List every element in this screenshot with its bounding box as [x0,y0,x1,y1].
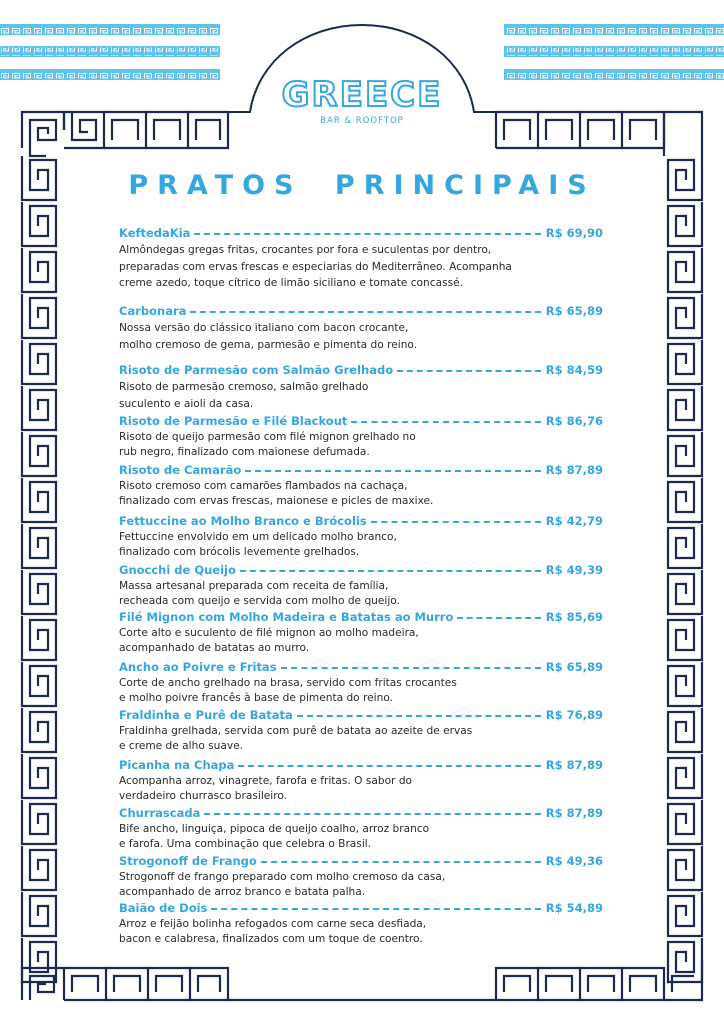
greek-key-tile [668,294,702,338]
greek-key-bottom-right [496,960,702,1000]
description-line: Risoto de parmesão cremoso, salmão grelhado [119,381,369,393]
description-line: e farofa. Uma combinação que celebra o Brasil. [119,838,372,850]
dotted-leader [457,617,540,619]
menu-item-header [119,463,603,478]
description-line: finalizado com brócolis levemente grelhados. [119,546,360,558]
menu-item-name: Gnocchi de Queijo [119,563,236,577]
dotted-leader [240,570,541,572]
menu-item-description [119,822,603,852]
description-line: acompanhado de batatas ao murro. [119,642,310,654]
dotted-leader [397,370,541,372]
menu-item-price: R$ 69,90 [545,226,603,240]
menu-item [119,226,603,292]
menu-item-description [119,579,603,609]
description-line: bacon e calabresa, finalizados com um toque de coentro. [119,933,423,945]
menu-item-price: R$ 65,89 [545,304,603,318]
description-line: acompanhado de arroz branco e batata palha. [119,886,366,898]
greek-key-tile [668,248,702,292]
menu-item-name: Risoto de Camarão [119,463,242,477]
menu-item-header [119,708,603,723]
menu-item [119,514,603,560]
greek-key-tile [22,294,56,338]
greek-key-tile [22,570,56,614]
menu-item-description [119,320,603,353]
dotted-leader [297,715,541,717]
dotted-leader [204,813,540,815]
top-right-band-3 [504,69,724,80]
menu-item-name: Ancho ao Poivre e Fritas [119,660,277,674]
description-line: Arroz e feijão bolinha refogados com carne seca desfiada, [119,918,427,930]
greek-key-tile [22,846,56,890]
top-left-band-1 [0,24,220,35]
menu-item-description [119,479,603,509]
description-line: Massa artesanal preparada com receita de família, [119,580,389,592]
greek-key-top-left [22,112,228,156]
brand-logo [280,76,444,126]
greek-key-tile [668,340,702,384]
top-right-band-2 [504,46,724,57]
description-line: Acompanha arroz, vinagrete, farofa e fritas. O sabor do [119,775,413,787]
menu-item-price: R$ 54,89 [545,901,603,915]
description-line: preparadas com ervas frescas e especiarias do Mediterrâneo. Acompanha [119,260,512,273]
menu-item-price: R$ 65,89 [545,660,603,674]
menu-item [119,854,603,900]
greek-key-right-side [668,156,702,982]
menu-item [119,304,603,353]
top-right-band-1 [504,24,724,35]
menu-item-header [119,660,603,675]
menu-item-header [119,563,603,578]
description-line: recheada com queijo e servida com molho de queijo. [119,595,400,607]
menu-item [119,563,603,609]
menu-item-price: R$ 76,89 [545,708,603,722]
description-line: verdadeiro churrasco brasileiro. [119,790,288,802]
menu-item-name: KeftedaKia [119,226,191,240]
menu-item-price: R$ 87,89 [545,806,603,820]
menu-item-name: Picanha na Chapa [119,758,235,772]
menu-item-header [119,854,603,869]
menu-item [119,708,603,754]
menu-item-price: R$ 85,69 [545,610,603,624]
greek-key-tile [668,202,702,246]
menu-item-price: R$ 86,76 [545,414,603,428]
menu-item-description [119,917,603,947]
greek-key-tile [668,386,702,430]
menu-item-price: R$ 42,79 [545,514,603,528]
greek-key-tile [22,432,56,476]
description-line: e molho poivre francês à base de pimenta do reino. [119,692,393,704]
menu-item-description [119,626,603,656]
greek-key-top-right [496,112,702,156]
menu-item-name: Filé Mignon com Molho Madeira e Batatas ao Murro [119,610,454,624]
menu-item [119,758,603,804]
greek-key-tile [22,248,56,292]
menu-item-name: Risoto de Parmesão com Salmão Grelhado [119,363,394,377]
menu-item [119,363,603,412]
description-line: Fraldinha grelhada, servida com purê de batata ao azeite de ervas [119,725,473,737]
menu-item-price: R$ 49,36 [545,854,603,868]
greek-key-tile [22,754,56,798]
dotted-leader [371,521,541,523]
greek-key-tile [22,800,56,844]
menu-item-header [119,304,603,319]
menu-item-description [119,774,603,804]
menu-item-name: Fraldinha e Purê de Batata [119,708,293,722]
menu-item [119,463,603,509]
greek-key-tile [22,892,56,936]
menu-item-header [119,226,603,241]
dotted-leader [261,861,541,863]
menu-item [119,806,603,852]
greek-key-tile [22,662,56,706]
greek-key-tile [22,708,56,752]
description-line: creme azedo, toque cítrico de limão siciliano e tomate concassé. [119,277,463,289]
menu-item [119,610,603,656]
menu-item-name: Fettuccine ao Molho Branco e Brócolis [119,514,367,528]
dotted-leader [211,908,540,910]
description-line: finalizado com ervas frescas, maionese e picles de maxixe. [119,495,434,507]
menu-item-name: Carbonara [119,304,187,318]
top-left-band-2 [0,46,220,57]
brand-name: GREECE [281,75,443,115]
description-line: Almôndegas gregas fritas, crocantes por fora e suculentas por dentro, [119,244,492,256]
menu-item-price: R$ 87,89 [545,758,603,772]
dotted-leader [245,470,540,472]
dotted-leader [281,667,541,669]
description-line: Corte de ancho grelhado na brasa, servido com fritas crocantes [119,677,457,689]
greek-key-tile [22,524,56,568]
greek-key-tile [668,892,702,936]
menu-item-description [119,870,603,900]
brand-subtitle: BAR & ROOFTOP [320,116,404,126]
description-line: Bife ancho, linguiça, pipoca de queijo coalho, arroz branco [119,823,430,835]
dotted-leader [351,421,540,423]
greek-key-tile [668,800,702,844]
description-line: Fettuccine envolvido em um delicado molho branco, [119,531,397,543]
menu-item-header [119,758,603,773]
menu-item-name: Churrascada [119,806,201,820]
menu-item-price: R$ 49,39 [545,563,603,577]
top-left-band-3 [0,69,220,80]
menu-item-price: R$ 84,59 [545,363,603,377]
menu-item-description [119,430,603,460]
greek-key-tile [668,616,702,660]
menu-item-header [119,806,603,821]
description-line: molho cremoso de gema, parmesão e pimenta do reino. [119,338,418,351]
dotted-leader [238,765,540,767]
greek-key-tile [668,478,702,522]
description-line: e creme de alho suave. [119,740,244,752]
menu-item-name: Risoto de Parmesão e Filé Blackout [119,414,348,428]
greek-key-tile [668,708,702,752]
greek-key-tile [22,202,56,246]
greek-key-tile [22,340,56,384]
menu-item [119,901,603,947]
description-line: rub negro, finalizado com maionese defumada. [119,446,370,458]
menu-item-description [119,379,603,412]
menu-item [119,660,603,706]
page-title: PRATOS PRINCIPAIS [128,170,596,201]
greek-key-tile [668,846,702,890]
menu-item-description [119,242,603,292]
menu-item-header [119,514,603,529]
greek-key-bottom-left [22,968,496,1000]
greek-key-tile [668,754,702,798]
greek-key-left-side [22,156,56,982]
greek-key-tile [22,386,56,430]
menu-item-price: R$ 87,89 [545,463,603,477]
greek-key-tile [668,432,702,476]
menu-item-description [119,530,603,560]
description-line: Strogonoff de frango preparado com molho cremoso da casa, [119,871,446,883]
description-line: Corte alto e suculento de filé mignon ao molho madeira, [119,627,419,639]
description-line: Nossa versão do clássico italiano com bacon crocante, [119,322,409,334]
description-line: Risoto cremoso com camarões flambados na cachaça, [119,480,408,492]
dotted-leader [190,311,540,313]
menu-item [119,414,603,460]
greek-key-tile [668,570,702,614]
greek-key-tile [22,616,56,660]
menu-item-header [119,610,603,625]
menu-item-header [119,901,603,916]
menu-item-name: Baião de Dois [119,901,208,915]
menu-item-name: Strogonoff de Frango [119,854,257,868]
menu-item-header [119,414,603,429]
menu-item-header [119,363,603,378]
greek-key-tile [668,524,702,568]
menu-item-description [119,724,603,754]
greek-key-tile [22,478,56,522]
dotted-leader [194,233,540,235]
greek-key-tile [668,662,702,706]
description-line: suculento e aioli da casa. [119,397,254,410]
description-line: Risoto de queijo parmesão com filé mignon grelhado no [119,431,416,443]
menu-item-description [119,676,603,706]
